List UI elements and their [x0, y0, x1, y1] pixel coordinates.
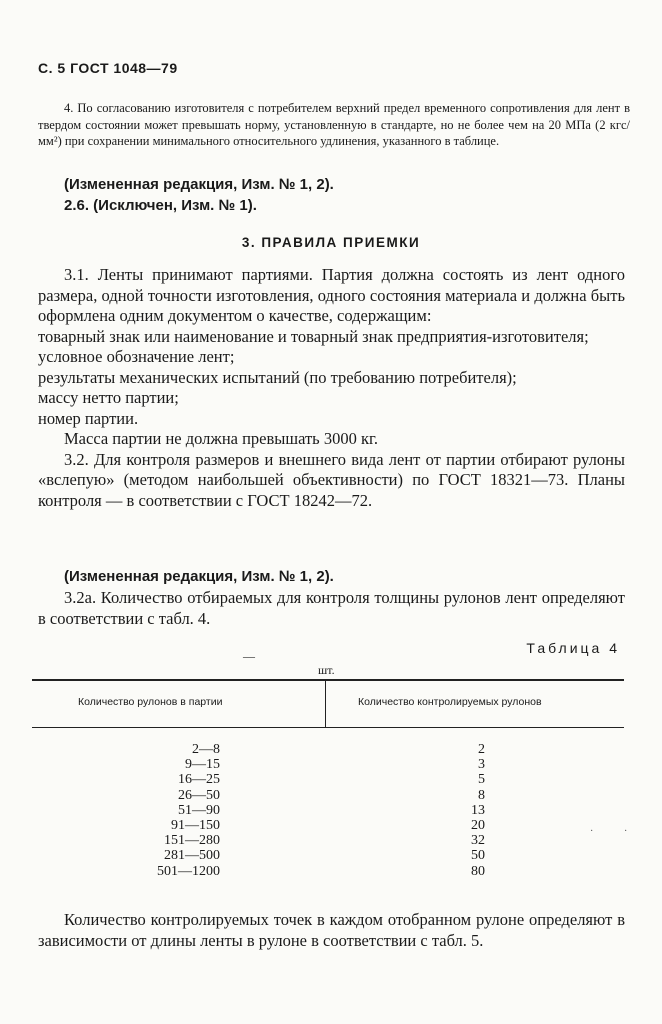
table-cell: 32: [471, 833, 485, 849]
amendment-note-2: (Измененная редакция, Изм. № 1, 2).: [64, 568, 334, 585]
table-cell: 13: [471, 802, 485, 818]
table-cell: 50: [471, 848, 485, 864]
table-cell: 281—500: [164, 848, 220, 864]
s31-paragraph: 3.1. Ленты принимают партиями. Партия должна состоять из лент одного размера, одной точности изготовления, одного состояния материала и должна быть оформлена одним документом о качестве, содержащим:: [38, 265, 625, 325]
table-cell: 9—15: [185, 757, 220, 773]
table-column-divider: [325, 680, 326, 728]
s31-list-item: результаты механических испытаний (по требованию потребителя);: [38, 367, 517, 387]
table-cell: 80: [471, 863, 485, 879]
scan-speck: ·: [624, 826, 628, 837]
amendment-note-1: (Измененная редакция, Изм. № 1, 2).: [64, 176, 334, 193]
table-cell: 151—280: [164, 833, 220, 849]
table-cell: 2: [478, 742, 485, 757]
table-caption: Таблица 4: [526, 640, 620, 656]
table-cell: 5: [478, 772, 485, 788]
table-cell: 3: [478, 757, 485, 773]
column-header-lots: Количество рулонов в партии: [78, 696, 223, 708]
closing-paragraph: [38, 910, 625, 951]
section-title: 3. ПРАВИЛА ПРИЕМКИ: [241, 235, 421, 250]
table-cell: 501—1200: [157, 863, 220, 879]
note-4: [38, 100, 630, 150]
s31-mass-limit: Масса партии не должна превышать 3000 кг.: [64, 429, 379, 448]
s31-list-item: массу нетто партии;: [38, 388, 179, 407]
table-cell: 26—50: [178, 787, 220, 803]
section-3-1: [38, 265, 625, 511]
closing-text: Количество контролируемых точек в каждом отобранном рулоне определяют в зависимости от длины ленты в рулоне в соответствии с табл. 5.: [38, 910, 625, 950]
section-3-2: 3.2. Для контроля размеров и внешнего вида лент от партии отбирают рулоны «вслепую» (методом наибольшей объективности) по ГОСТ 18321—73. Планы контроля — в соответствии с ГОСТ 18242—72.: [38, 449, 625, 510]
table-cell: 2—8: [192, 742, 220, 757]
s31-list-item: условное обозначение лент;: [38, 347, 235, 366]
table-header-rule: [32, 727, 624, 728]
table-column-controlled: [420, 742, 485, 879]
section-3-2a: [38, 588, 625, 629]
table-cell: 51—90: [178, 802, 220, 818]
table-cell: 91—150: [171, 818, 220, 834]
scan-dash-mark: —: [243, 649, 255, 663]
table-top-rule: [32, 679, 624, 681]
excluded-note: 2.6. (Исключен, Изм. № 1).: [64, 197, 257, 214]
s32a-paragraph: 3.2а. Количество отбираемых для контроля толщины рулонов лент определяют в соответствии с табл. 4.: [38, 588, 625, 628]
s31-list-item: товарный знак или наименование и товарный знак предприятия-изготовителя;: [38, 326, 589, 346]
table-cell: 8: [478, 787, 485, 803]
scan-speck: ·: [590, 826, 594, 837]
column-header-controlled: Количество контролируемых рулонов: [358, 696, 542, 708]
note-4-text: 4. По согласованию изготовителя с потребителем верхний предел временного сопротивления для лент в твердом состоянии может превышать норму, установленную в стандарте, но не более чем на 20 МПа (2 кгс/мм²) при сохранении минимального относительного удлинения, указанного в таблице.: [38, 101, 630, 148]
table-cell: 16—25: [178, 772, 220, 788]
table-cell: 20: [471, 818, 485, 834]
s31-list-item: номер партии.: [38, 408, 139, 428]
page-header: С. 5 ГОСТ 1048—79: [38, 60, 178, 76]
table-unit: шт.: [318, 663, 335, 677]
table-column-lots: [130, 742, 220, 879]
